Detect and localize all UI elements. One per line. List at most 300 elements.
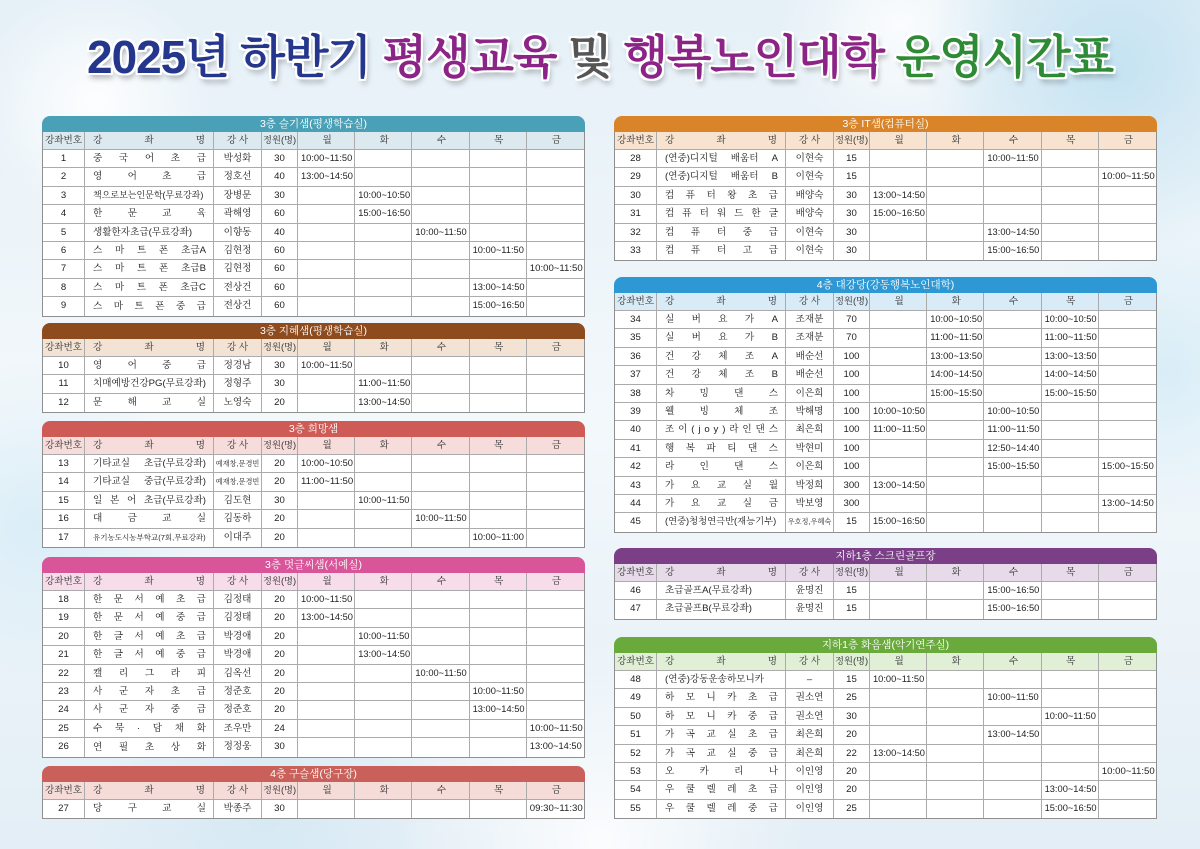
course-wed-cell xyxy=(984,187,1041,204)
course-tue-cell xyxy=(927,224,984,241)
course-no-cell: 29 xyxy=(615,168,657,185)
course-wed-cell: 15:00~16:50 xyxy=(984,600,1041,618)
course-tue-cell xyxy=(355,224,412,241)
course-fri-cell xyxy=(1099,385,1156,402)
course-no-cell: 32 xyxy=(615,224,657,241)
schedule-table xyxy=(614,653,1157,819)
course-wed-cell xyxy=(412,187,469,204)
course-instructor-cell: 정준호 xyxy=(214,683,262,700)
course-tue-cell xyxy=(927,513,984,531)
course-name-segment: 명 xyxy=(195,576,205,587)
course-capacity-cell: 20 xyxy=(262,646,298,663)
course-fri-cell xyxy=(527,187,584,204)
course-name-cell xyxy=(85,242,214,259)
course-name-segment: 교 xyxy=(162,208,172,220)
course-thu-cell xyxy=(1042,745,1099,762)
course-row xyxy=(43,738,584,756)
column-header-no: 강좌번호 xyxy=(615,653,657,670)
course-instructor-cell: 정형주 xyxy=(214,375,262,392)
course-name-segment: 곡 xyxy=(685,729,696,741)
course-name-segment: 실 xyxy=(727,747,737,759)
course-capacity-cell: 100 xyxy=(834,458,870,475)
course-name-segment: 영 xyxy=(93,360,103,371)
course-name-cell xyxy=(657,385,786,402)
course-instructor-cell: 노영숙 xyxy=(214,394,262,412)
course-name-segment: 빙 xyxy=(699,405,709,417)
course-row xyxy=(43,394,584,412)
course-wed-cell: 15:00~16:50 xyxy=(984,242,1041,260)
course-fri-cell xyxy=(527,646,584,663)
column-header-wed: 수 xyxy=(412,132,469,149)
column-header-mon: 월 xyxy=(870,653,927,670)
course-row xyxy=(43,683,584,701)
course-capacity-cell: 30 xyxy=(262,187,298,204)
course-name-segment: 가 xyxy=(665,479,675,491)
column-header-capacity: 정원(명) xyxy=(262,437,298,454)
course-fri-cell xyxy=(527,473,584,490)
course-no-cell: 31 xyxy=(615,205,657,222)
course-fri-cell xyxy=(527,591,584,608)
course-wed-cell xyxy=(412,473,469,490)
course-name-segment: 어 xyxy=(127,494,137,506)
course-wed-cell xyxy=(412,205,469,222)
course-name-segment: 중 xyxy=(747,803,758,815)
course-name-segment: 리 xyxy=(118,667,129,679)
course-capacity-cell: 30 xyxy=(262,492,298,509)
column-header-thu: 목 xyxy=(1042,132,1099,149)
course-wed-cell xyxy=(984,671,1041,688)
course-fri-cell xyxy=(527,224,584,241)
course-name-segment: 글 xyxy=(113,630,124,642)
course-tue-cell xyxy=(927,708,984,725)
column-header-wed: 수 xyxy=(984,132,1041,149)
course-name-segment: 명 xyxy=(195,342,205,353)
course-instructor-cell: 김현정 xyxy=(214,260,262,277)
course-instructor-cell: 권소연 xyxy=(786,708,834,725)
course-fri-cell xyxy=(527,701,584,718)
title-part: 및 xyxy=(568,31,612,83)
course-wed-cell xyxy=(984,168,1041,185)
course-instructor-cell: 박보영 xyxy=(786,495,834,512)
course-thu-cell xyxy=(1042,495,1099,512)
course-instructor-cell: 예재창,문경빈 xyxy=(214,455,262,472)
column-header-no: 강좌번호 xyxy=(615,293,657,310)
column-header-wed: 수 xyxy=(984,564,1041,581)
course-name-segment: 교 xyxy=(706,729,716,741)
course-name-segment: 스 xyxy=(93,244,103,256)
table-header-row xyxy=(43,339,584,357)
course-no-cell: 22 xyxy=(43,665,85,682)
schedule-table xyxy=(42,437,585,548)
course-name-cell xyxy=(85,628,214,645)
course-name-segment: 퓨 xyxy=(682,208,692,220)
course-name-segment: 하 xyxy=(665,692,675,704)
course-mon-cell xyxy=(870,168,927,185)
course-name-cell: 유기농도시농부학교(7회,무료강좌) xyxy=(85,529,214,547)
course-name-segment: 교 xyxy=(162,513,172,525)
course-name-segment: 퓨 xyxy=(690,245,701,257)
schedule-section xyxy=(614,116,1157,261)
course-no-cell: 17 xyxy=(43,529,85,547)
course-name-segment: 예 xyxy=(155,649,165,661)
course-name-segment: 조 xyxy=(744,350,755,362)
course-row xyxy=(615,458,1156,476)
column-header-tue: 화 xyxy=(355,573,412,590)
course-name-segment: 강 xyxy=(93,576,103,587)
course-name-segment: 댄 xyxy=(755,424,765,436)
course-mon-cell xyxy=(870,781,927,798)
column-header-capacity: 정원(명) xyxy=(262,339,298,356)
course-row xyxy=(43,646,584,664)
course-capacity-cell: 15 xyxy=(834,150,870,167)
course-tue-cell xyxy=(927,495,984,512)
course-capacity-cell: 30 xyxy=(262,800,298,818)
column-header-instructor: 강 사 xyxy=(214,782,262,799)
course-row xyxy=(615,421,1156,439)
course-name-segment: 좌 xyxy=(716,567,726,578)
course-thu-cell xyxy=(470,800,527,818)
section-title: 지하1층 화음샘(악기연주실) xyxy=(614,637,1157,653)
course-row xyxy=(43,529,584,547)
course-instructor-cell: 이인영 xyxy=(786,763,834,780)
course-name-segment: 실 xyxy=(665,314,675,325)
course-name-segment: 일 xyxy=(93,494,103,506)
course-fri-cell xyxy=(1099,477,1156,494)
course-tue-cell xyxy=(927,582,984,599)
course-name-segment: 금 xyxy=(127,513,137,525)
column-header-no: 강좌번호 xyxy=(615,564,657,581)
course-wed-cell xyxy=(412,394,469,412)
course-name-segment: 사 xyxy=(93,704,103,716)
course-name-segment: 차 xyxy=(665,387,675,399)
course-row xyxy=(615,205,1156,223)
course-mon-cell xyxy=(870,600,927,618)
course-capacity-cell: 100 xyxy=(834,403,870,420)
course-mon-cell: 13:00~14:50 xyxy=(298,168,355,185)
course-name-cell xyxy=(85,646,214,663)
course-name-segment: 퓨 xyxy=(690,226,701,238)
course-name-segment: 건 xyxy=(665,350,675,362)
course-name-segment: 채 xyxy=(174,722,185,734)
course-name-segment: 복 xyxy=(685,442,696,454)
course-no-cell: 42 xyxy=(615,458,657,475)
course-mon-cell xyxy=(298,260,355,277)
course-name-segment: 요 xyxy=(718,332,728,344)
course-name-segment: 기타교실 xyxy=(93,476,131,488)
course-name-segment: 명 xyxy=(195,440,205,451)
course-fri-cell: 13:00~14:50 xyxy=(1101,497,1154,508)
course-capacity-cell: 20 xyxy=(262,701,298,718)
course-row xyxy=(43,297,584,315)
course-row xyxy=(43,473,584,491)
course-name-cell xyxy=(85,473,214,490)
course-name-segment: 중 xyxy=(175,612,186,624)
course-row xyxy=(615,348,1156,366)
course-row xyxy=(615,689,1156,707)
course-tue-cell: 13:00~14:50 xyxy=(355,646,412,663)
course-name-segment: 초 xyxy=(747,692,758,704)
column-header-mon: 월 xyxy=(298,573,355,590)
course-mon-cell xyxy=(870,242,927,260)
course-name-cell xyxy=(657,329,786,346)
schedule-table xyxy=(614,293,1157,533)
course-name-segment: 한 xyxy=(93,649,103,661)
course-name-segment: 우 xyxy=(665,784,675,796)
course-thu-cell xyxy=(1042,582,1099,599)
course-name-segment: 그 xyxy=(144,667,155,679)
course-row xyxy=(615,311,1156,329)
column-header-mon: 월 xyxy=(870,293,927,310)
course-name-segment: 카 xyxy=(727,692,737,704)
course-no-cell: 43 xyxy=(615,477,657,494)
course-wed-cell xyxy=(984,708,1041,725)
course-thu-cell xyxy=(1042,403,1099,420)
course-name-cell xyxy=(657,781,786,798)
course-row xyxy=(615,671,1156,689)
course-fri-cell: 15:00~15:50 xyxy=(1101,461,1154,472)
schedule-table xyxy=(42,782,585,819)
section-title: 3층 희망샘 xyxy=(42,421,585,437)
course-name-segment: 대 xyxy=(93,513,103,525)
course-name-cell xyxy=(657,205,786,222)
course-capacity-cell: 60 xyxy=(262,260,298,277)
course-name-segment: 실 xyxy=(665,332,675,344)
column-header-thu: 목 xyxy=(1042,564,1099,581)
course-name-segment: 초급(무료강좌) xyxy=(144,458,206,469)
course-name-segment: 초 xyxy=(747,189,758,201)
schedule-section xyxy=(614,637,1157,819)
course-tue-cell xyxy=(927,458,984,475)
course-name-segment: 마 xyxy=(115,263,125,275)
course-thu-cell: 15:00~16:50 xyxy=(470,297,527,315)
course-row xyxy=(43,492,584,510)
course-name-segment: ) xyxy=(722,424,726,436)
course-instructor-cell: 정호선 xyxy=(214,168,262,185)
column-header-tue: 화 xyxy=(355,132,412,149)
course-no-cell: 37 xyxy=(615,366,657,383)
course-name-segment: 해 xyxy=(127,397,137,409)
course-tue-cell xyxy=(355,738,412,756)
course-no-cell: 49 xyxy=(615,689,657,706)
course-thu-cell xyxy=(1042,205,1099,222)
course-thu-cell xyxy=(470,665,527,682)
column-header-instructor: 강 사 xyxy=(214,339,262,356)
course-no-cell: 7 xyxy=(43,260,85,277)
course-name-cell xyxy=(85,683,214,700)
course-fri-cell xyxy=(1099,348,1156,365)
course-name-segment: 댄 xyxy=(734,461,744,473)
course-row xyxy=(615,150,1156,168)
course-capacity-cell: 100 xyxy=(834,348,870,365)
course-name-segment: 연 xyxy=(93,741,103,753)
course-name-segment: 강 xyxy=(691,350,701,362)
course-name-segment: 댄 xyxy=(747,442,758,454)
course-instructor-cell: 박현미 xyxy=(786,440,834,457)
course-fri-cell: 10:00~11:50 xyxy=(529,722,583,734)
course-instructor-cell: 곽해영 xyxy=(214,205,262,222)
course-tue-cell xyxy=(355,665,412,682)
course-name-segment: 초급(무료강좌) xyxy=(144,494,206,506)
right-column xyxy=(614,0,1157,849)
course-name-cell xyxy=(657,495,786,512)
course-capacity-cell: 30 xyxy=(834,187,870,204)
course-capacity-cell: 15 xyxy=(834,671,870,688)
column-header-mon: 월 xyxy=(298,132,355,149)
course-mon-cell xyxy=(298,665,355,682)
course-thu-cell xyxy=(1042,224,1099,241)
course-capacity-cell: 20 xyxy=(262,455,298,472)
course-thu-cell xyxy=(1042,726,1099,743)
course-capacity-cell: 25 xyxy=(834,689,870,706)
course-name-segment: 좌 xyxy=(144,342,154,353)
course-name-segment: 마 xyxy=(114,281,125,293)
course-name-segment: 곡 xyxy=(685,747,696,759)
course-name-segment: 우 xyxy=(665,803,675,815)
course-name-cell xyxy=(657,745,786,762)
course-tue-cell xyxy=(355,683,412,700)
course-name-segment: 급 xyxy=(196,649,206,661)
course-row xyxy=(43,187,584,205)
course-row xyxy=(615,329,1156,347)
course-mon-cell xyxy=(298,242,355,259)
course-mon-cell xyxy=(870,440,927,457)
course-thu-cell xyxy=(470,720,527,737)
course-name-segment: 웰 xyxy=(665,405,675,417)
course-fri-cell xyxy=(1099,311,1156,328)
course-name-segment: 모 xyxy=(685,710,696,722)
course-instructor-cell: 이현숙 xyxy=(786,242,834,260)
course-name-segment: A xyxy=(771,350,778,362)
course-tue-cell xyxy=(355,297,412,315)
course-name-segment: 필 xyxy=(118,741,129,753)
course-mon-cell xyxy=(870,582,927,599)
course-tue-cell xyxy=(927,242,984,260)
course-row xyxy=(43,510,584,528)
course-instructor-cell: 이은희 xyxy=(786,458,834,475)
column-header-capacity: 정원(명) xyxy=(262,132,298,149)
course-wed-cell: 10:00~11:50 xyxy=(984,150,1041,167)
course-row xyxy=(615,726,1156,744)
course-name-segment: 급 xyxy=(196,612,206,624)
course-thu-cell xyxy=(1042,458,1099,475)
course-mon-cell: 11:00~11:50 xyxy=(298,473,355,490)
course-mon-cell xyxy=(298,375,355,392)
course-mon-cell xyxy=(870,329,927,346)
course-mon-cell: 10:00~11:50 xyxy=(298,591,355,608)
column-header-mon: 월 xyxy=(298,339,355,356)
course-name-segment: 어 xyxy=(144,153,155,164)
course-name-segment: 묵 xyxy=(114,722,125,734)
course-name-segment: 조 xyxy=(768,405,778,417)
course-wed-cell xyxy=(984,311,1041,328)
course-row xyxy=(43,205,584,223)
course-no-cell: 52 xyxy=(615,745,657,762)
course-tue-cell xyxy=(927,187,984,204)
schedule-section xyxy=(614,277,1157,533)
course-wed-cell xyxy=(984,745,1041,762)
course-name-segment: 드 xyxy=(734,208,744,220)
course-tue-cell xyxy=(927,689,984,706)
course-name-segment: 캘 xyxy=(93,667,103,679)
course-name-cell xyxy=(85,738,214,756)
course-name-segment: 초급C xyxy=(180,281,206,293)
course-thu-cell xyxy=(1042,168,1099,185)
course-row xyxy=(615,708,1156,726)
course-capacity-cell: 20 xyxy=(262,473,298,490)
course-fri-cell xyxy=(1099,187,1156,204)
course-wed-cell: 11:00~11:50 xyxy=(984,421,1041,438)
course-name-segment: 카 xyxy=(727,710,737,722)
column-header-name xyxy=(657,132,786,149)
course-capacity-cell: 100 xyxy=(834,440,870,457)
course-no-cell: 46 xyxy=(615,582,657,599)
course-thu-cell xyxy=(1042,477,1099,494)
course-no-cell: 55 xyxy=(615,800,657,818)
column-header-tue: 화 xyxy=(355,437,412,454)
course-wed-cell xyxy=(984,348,1041,365)
course-tue-cell: 15:00~16:50 xyxy=(355,205,412,222)
course-thu-cell xyxy=(1042,150,1099,167)
course-name-segment: 명 xyxy=(767,135,777,146)
course-fri-cell xyxy=(527,150,584,167)
course-name-segment: 급 xyxy=(768,784,778,796)
course-tue-cell xyxy=(355,168,412,185)
column-header-mon: 월 xyxy=(870,132,927,149)
course-name-segment: 요 xyxy=(690,479,701,491)
course-fri-cell: 10:00~11:50 xyxy=(1101,765,1155,777)
course-wed-cell xyxy=(412,800,469,818)
course-capacity-cell: 20 xyxy=(262,510,298,527)
course-name-segment: 초 xyxy=(170,685,181,697)
course-name-segment: 중 xyxy=(175,649,186,661)
course-name-cell xyxy=(657,242,786,260)
course-instructor-cell: 배양숙 xyxy=(786,187,834,204)
course-name-segment: 배움터 xyxy=(730,153,759,164)
course-name-cell: (연중)강동운송하모니카 xyxy=(657,671,786,688)
course-tue-cell xyxy=(927,168,984,185)
course-wed-cell xyxy=(412,260,469,277)
course-thu-cell xyxy=(470,455,527,472)
course-no-cell: 54 xyxy=(615,781,657,798)
course-thu-cell xyxy=(470,510,527,527)
table-header-row xyxy=(43,573,584,591)
course-name-segment: 가 xyxy=(665,497,675,509)
course-fri-cell: 09:30~11:30 xyxy=(529,803,583,814)
schedule-section xyxy=(42,323,585,413)
course-name-segment: 폰 xyxy=(159,263,169,275)
course-name-segment: 체 xyxy=(718,369,728,381)
title-part: 2025년 하반기 xyxy=(87,31,371,83)
course-mon-cell: 15:00~16:50 xyxy=(870,513,927,531)
course-instructor-cell: 박종주 xyxy=(214,800,262,818)
course-name-segment: 강 xyxy=(665,656,675,667)
column-header-capacity: 정원(명) xyxy=(834,293,870,310)
course-row xyxy=(43,591,584,609)
course-tue-cell xyxy=(927,421,984,438)
course-name-segment: 급 xyxy=(768,226,778,238)
column-header-instructor: 강 사 xyxy=(214,573,262,590)
column-header-fri: 금 xyxy=(1123,135,1134,146)
course-name-segment: 트 xyxy=(136,281,147,293)
course-thu-cell: 15:00~16:50 xyxy=(1042,800,1099,818)
course-no-cell: 53 xyxy=(615,763,657,780)
course-name-cell xyxy=(657,150,786,167)
course-thu-cell: 10:00~11:50 xyxy=(470,683,527,700)
course-instructor-cell: 윤명진 xyxy=(786,600,834,618)
course-thu-cell xyxy=(470,357,527,374)
course-fri-cell xyxy=(527,375,584,392)
course-wed-cell xyxy=(412,242,469,259)
